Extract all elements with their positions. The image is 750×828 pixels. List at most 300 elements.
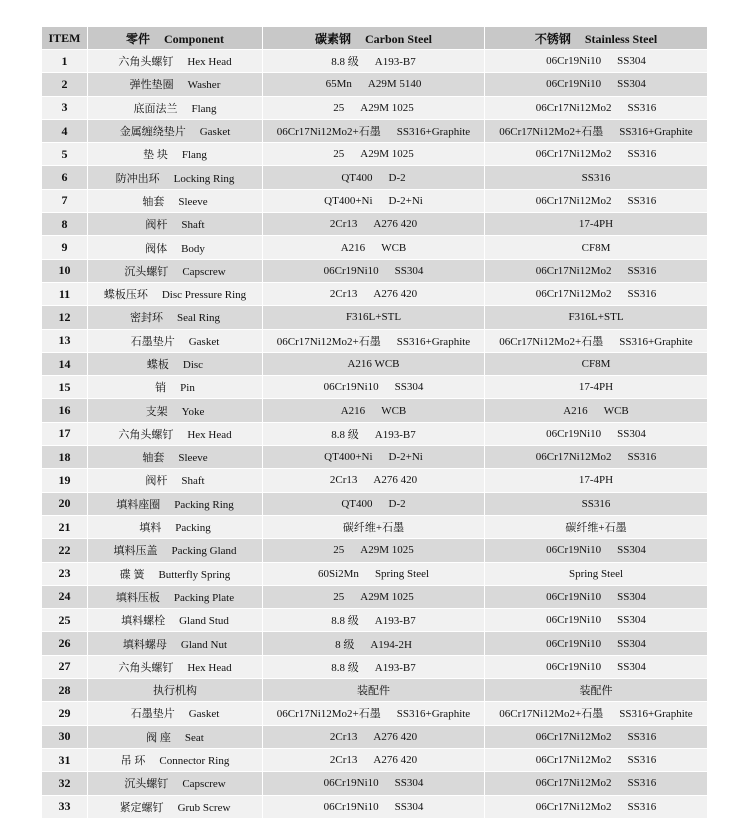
stainless-steel-value: 06Cr19Ni10 — [546, 427, 602, 440]
table-row — [42, 143, 708, 165]
carbon-steel-cell — [263, 213, 485, 235]
stainless-steel-value: 06Cr17Ni12Mo2+石墨 — [499, 708, 604, 721]
component-cn-name: 阀 座 — [146, 731, 171, 744]
carbon-steel-value: D-2+Ni — [388, 194, 423, 207]
item-number: 19 — [42, 469, 88, 491]
stainless-steel-value: SS316 — [627, 101, 657, 114]
stainless-steel-cell — [485, 702, 708, 724]
carbon-steel-value: A29M 5140 — [367, 78, 422, 91]
stainless-steel-value: SS316 — [581, 497, 611, 510]
carbon-steel-cell — [263, 399, 485, 421]
stainless-steel-value: 06Cr17Ni12Mo2 — [535, 754, 612, 767]
item-number: 15 — [42, 376, 88, 398]
stainless-steel-cell — [485, 586, 708, 608]
carbon-steel-value: 8.8 级 — [331, 56, 359, 69]
item-number: 8 — [42, 213, 88, 235]
stainless-steel-value: SS304 — [617, 55, 646, 68]
stainless-steel-value: SS304 — [617, 590, 646, 603]
carbon-steel-cell — [263, 283, 485, 305]
component-cell — [88, 726, 263, 748]
carbon-steel-value: SS304 — [394, 381, 424, 394]
carbon-steel-value: A216 WCB — [347, 358, 400, 370]
table-row — [42, 656, 708, 678]
component-en-name: Gland Stud — [179, 615, 229, 628]
item-number: 5 — [42, 143, 88, 165]
table-row — [42, 120, 708, 142]
table-row — [42, 702, 708, 724]
component-cell — [88, 260, 263, 282]
stainless-steel-value: 06Cr19Ni10 — [546, 637, 602, 650]
carbon-steel-value: F316L+STL — [345, 311, 402, 324]
component-cell — [88, 50, 263, 72]
stainless-steel-cell — [485, 772, 708, 794]
carbon-steel-cell — [263, 726, 485, 748]
carbon-steel-value: 25 — [333, 148, 345, 161]
carbon-steel-value: A193-B7 — [374, 661, 416, 674]
carbon-steel-value: SS304 — [394, 800, 424, 813]
component-cn-name: 填料螺母 — [122, 638, 167, 651]
item-number: 22 — [42, 539, 88, 561]
stainless-steel-value: SS304 — [617, 614, 646, 627]
component-cell — [88, 399, 263, 421]
component-cn-name: 吊 环 — [120, 755, 146, 768]
component-en-name: Connector Ring — [159, 755, 230, 768]
component-cn-name: 碟 簧 — [119, 568, 145, 581]
stainless-steel-cell — [485, 283, 708, 305]
carbon-steel-value: QT400+Ni — [324, 451, 373, 464]
stainless-steel-cell — [485, 493, 708, 515]
component-cell — [88, 283, 263, 305]
item-number: 21 — [42, 516, 88, 538]
carbon-steel-value: SS316+Graphite — [396, 126, 471, 139]
stainless-steel-cell — [485, 656, 708, 678]
carbon-steel-cell — [263, 353, 485, 375]
carbon-steel-value: A216 — [340, 241, 366, 254]
stainless-steel-value: 06Cr19Ni10 — [546, 78, 602, 91]
component-cell — [88, 330, 263, 352]
table-row — [42, 539, 708, 561]
component-cn-name: 沉头螺钉 — [124, 778, 169, 791]
table-row — [42, 609, 708, 631]
item-number: 18 — [42, 446, 88, 468]
stainless-steel-value: Spring Steel — [568, 567, 624, 580]
item-number: 17 — [42, 423, 88, 445]
table-row — [42, 260, 708, 282]
carbon-steel-cell — [263, 796, 485, 818]
carbon-steel-value: A276 420 — [373, 754, 418, 767]
component-en-name: Packing Gland — [171, 545, 237, 558]
item-number: 9 — [42, 236, 88, 258]
stainless-steel-value: SS316+Graphite — [619, 126, 693, 139]
component-cell — [88, 609, 263, 631]
stainless-steel-cell — [485, 539, 708, 561]
carbon-steel-cell — [263, 469, 485, 491]
carbon-steel-value: A29M 1025 — [360, 101, 414, 114]
table-row — [42, 772, 708, 794]
stainless-steel-value: SS304 — [617, 427, 646, 440]
stainless-steel-cell — [485, 50, 708, 72]
carbon-steel-value: 06Cr19Ni10 — [323, 777, 379, 790]
stainless-steel-value: SS304 — [617, 637, 646, 650]
carbon-steel-cell — [263, 446, 485, 468]
component-cell — [88, 306, 263, 328]
stainless-steel-value: 17-4PH — [578, 218, 614, 231]
carbon-steel-cell — [263, 236, 485, 258]
stainless-steel-cell — [485, 796, 708, 818]
table-row — [42, 50, 708, 72]
component-cn-name: 填料压盖 — [113, 545, 158, 558]
carbon-steel-cell — [263, 376, 485, 398]
stainless-steel-value: 06Cr19Ni10 — [546, 660, 602, 673]
component-en-name: Hex Head — [187, 56, 232, 69]
item-number: 28 — [42, 679, 88, 701]
component-en-name: Gland Nut — [180, 638, 228, 651]
component-en-name: Gasket — [199, 126, 231, 139]
stainless-steel-value: 06Cr17Ni12Mo2 — [535, 101, 612, 114]
component-cn-name: 轴套 — [142, 195, 165, 208]
carbon-steel-cell — [263, 143, 485, 165]
item-number: 32 — [42, 772, 88, 794]
stainless-steel-cell — [485, 609, 708, 631]
stainless-steel-value: SS316+Graphite — [619, 335, 693, 348]
stainless-steel-value: 06Cr17Ni12Mo2 — [535, 264, 612, 277]
stainless-steel-cell — [485, 563, 708, 585]
component-en-name: Sleeve — [178, 195, 208, 208]
carbon-steel-cell — [263, 423, 485, 445]
carbon-steel-value: D-2 — [388, 497, 406, 510]
stainless-steel-cell — [485, 97, 708, 119]
stainless-steel-value: SS316 — [627, 754, 657, 767]
stainless-steel-cell — [485, 679, 708, 701]
item-number: 31 — [42, 749, 88, 771]
component-en-name: Packing Plate — [173, 591, 235, 604]
carbon-steel-value: 06Cr17Ni12Mo2+石墨 — [276, 126, 381, 139]
component-cell — [88, 656, 263, 678]
item-number: 27 — [42, 656, 88, 678]
carbon-steel-value: 碳纤维+石墨 — [342, 522, 405, 535]
table-row — [42, 353, 708, 375]
stainless-steel-value: 06Cr19Ni10 — [546, 544, 602, 557]
item-number: 12 — [42, 306, 88, 328]
carbon-steel-value: 8.8 级 — [331, 661, 359, 674]
stainless-steel-value: SS316 — [627, 777, 657, 790]
table-row — [42, 679, 708, 701]
component-en-name: Washer — [187, 79, 221, 92]
stainless-steel-value: 06Cr17Ni12Mo2 — [535, 730, 612, 743]
stainless-steel-value: SS316 — [627, 194, 657, 207]
carbon-steel-value: A216 — [340, 404, 366, 417]
component-cell — [88, 120, 263, 142]
stainless-steel-value: 06Cr17Ni12Mo2+石墨 — [499, 126, 604, 139]
component-cell — [88, 423, 263, 445]
table-row — [42, 726, 708, 748]
component-cell — [88, 166, 263, 188]
item-number: 29 — [42, 702, 88, 724]
component-cn-name: 防冲出环 — [115, 172, 160, 185]
component-cell — [88, 143, 263, 165]
stainless-steel-value: 06Cr17Ni12Mo2 — [535, 194, 612, 207]
carbon-steel-value: 2Cr13 — [329, 474, 358, 487]
component-cell — [88, 563, 263, 585]
component-en-name: Pin — [180, 382, 195, 395]
component-cell — [88, 469, 263, 491]
component-cell — [88, 772, 263, 794]
carbon-steel-value: 06Cr19Ni10 — [323, 800, 379, 813]
component-cn-name: 金属缠绕垫片 — [119, 126, 186, 139]
component-en-name: Disc — [182, 359, 204, 371]
table-body — [42, 50, 708, 818]
stainless-steel-cell — [485, 446, 708, 468]
stainless-steel-cell — [485, 166, 708, 188]
carbon-steel-cell — [263, 166, 485, 188]
stainless-steel-cell — [485, 306, 708, 328]
item-number: 6 — [42, 166, 88, 188]
component-cell — [88, 73, 263, 95]
component-cell — [88, 190, 263, 212]
item-number: 7 — [42, 190, 88, 212]
carbon-steel-value: A194-2H — [370, 638, 412, 651]
component-cn-name: 执行机构 — [153, 685, 197, 698]
table-row — [42, 469, 708, 491]
carbon-steel-value: 8.8 级 — [331, 428, 359, 441]
stainless-steel-cell — [485, 376, 708, 398]
carbon-steel-value: 8.8 级 — [331, 615, 359, 628]
item-number: 13 — [42, 330, 88, 352]
component-cell — [88, 749, 263, 771]
table-row — [42, 632, 708, 654]
item-number: 1 — [42, 50, 88, 72]
component-cn-name: 石墨垫片 — [130, 335, 175, 348]
carbon-steel-cell — [263, 586, 485, 608]
item-number: 24 — [42, 586, 88, 608]
carbon-steel-cell — [263, 749, 485, 771]
carbon-steel-cell — [263, 656, 485, 678]
carbon-steel-value: A276 420 — [373, 288, 418, 301]
item-number: 2 — [42, 73, 88, 95]
component-cell — [88, 353, 263, 375]
carbon-steel-value: QT400 — [341, 171, 373, 184]
header-component: 零件 Component — [88, 27, 263, 49]
component-cell — [88, 446, 263, 468]
carbon-steel-cell — [263, 563, 485, 585]
component-cell — [88, 493, 263, 515]
component-cn-name: 蝶板压环 — [103, 289, 148, 302]
item-number: 14 — [42, 353, 88, 375]
component-cn-name: 石墨垫片 — [130, 708, 175, 721]
carbon-steel-value: A276 420 — [373, 218, 418, 231]
carbon-steel-value: 25 — [333, 101, 345, 114]
stainless-steel-value: SS304 — [617, 660, 646, 673]
table-row — [42, 586, 708, 608]
stainless-steel-cell — [485, 749, 708, 771]
table-row — [42, 190, 708, 212]
component-cell — [88, 376, 263, 398]
stainless-steel-cell — [485, 516, 708, 538]
carbon-steel-value: A193-B7 — [374, 56, 416, 69]
stainless-steel-cell — [485, 73, 708, 95]
stainless-steel-cell — [485, 399, 708, 421]
stainless-steel-value: SS316 — [581, 171, 611, 184]
carbon-steel-value: Spring Steel — [374, 567, 430, 580]
stainless-steel-value: SS316 — [627, 264, 657, 277]
carbon-steel-value: SS304 — [394, 777, 424, 790]
carbon-steel-cell — [263, 50, 485, 72]
table-row — [42, 399, 708, 421]
table-row — [42, 236, 708, 258]
carbon-steel-cell — [263, 679, 485, 701]
carbon-steel-value: A193-B7 — [374, 615, 416, 628]
component-cn-name: 填料压板 — [115, 591, 160, 604]
stainless-steel-value: SS316 — [627, 800, 657, 813]
stainless-steel-value: SS304 — [617, 78, 646, 91]
stainless-steel-value: A216 — [563, 404, 588, 417]
component-cell — [88, 796, 263, 818]
table-row — [42, 493, 708, 515]
table-row — [42, 213, 708, 235]
component-en-name: Flang — [191, 102, 217, 115]
carbon-steel-cell — [263, 632, 485, 654]
component-cn-name: 阀体 — [145, 242, 168, 255]
component-cn-name: 阀杆 — [145, 475, 168, 488]
table-row — [42, 796, 708, 818]
stainless-steel-value: 碳纤维+石墨 — [565, 522, 627, 535]
component-cn-name: 蝶板 — [146, 359, 169, 371]
carbon-steel-value: 06Cr17Ni12Mo2+石墨 — [276, 335, 381, 348]
component-cn-name: 阀杆 — [145, 219, 168, 232]
materials-table — [42, 26, 708, 819]
carbon-steel-value: QT400+Ni — [324, 194, 373, 207]
stainless-steel-value: 06Cr17Ni12Mo2 — [535, 800, 612, 813]
carbon-steel-value: 06Cr19Ni10 — [323, 264, 379, 277]
carbon-steel-value: A276 420 — [373, 730, 418, 743]
carbon-steel-value: 06Cr17Ni12Mo2+石墨 — [276, 708, 381, 721]
stainless-steel-cell — [485, 330, 708, 352]
component-cn-name: 轴套 — [142, 452, 165, 465]
table-row — [42, 749, 708, 771]
stainless-steel-value: 06Cr17Ni12Mo2 — [535, 148, 612, 161]
component-en-name: Flang — [181, 149, 207, 162]
carbon-steel-value: 25 — [333, 544, 345, 557]
table-row — [42, 376, 708, 398]
header-carbon-steel: 碳素钢 Carbon Steel — [263, 27, 485, 49]
carbon-steel-cell — [263, 772, 485, 794]
component-cn-name: 沉头螺钉 — [124, 265, 169, 278]
component-cell — [88, 586, 263, 608]
carbon-steel-value: QT400 — [341, 497, 373, 510]
component-cn-name: 六角头螺钉 — [118, 56, 174, 69]
item-number: 33 — [42, 796, 88, 818]
carbon-steel-value: WCB — [381, 241, 407, 254]
stainless-steel-value: 06Cr19Ni10 — [546, 55, 602, 68]
stainless-steel-value: 06Cr19Ni10 — [546, 614, 602, 627]
carbon-steel-value: SS316+Graphite — [396, 335, 471, 348]
component-en-name: Packing — [175, 522, 211, 535]
stainless-steel-value: 17-4PH — [578, 381, 614, 394]
table-row — [42, 563, 708, 585]
stainless-steel-value: SS316+Graphite — [619, 708, 693, 721]
component-cn-name: 填料 — [139, 522, 162, 535]
carbon-steel-value: 8 级 — [335, 638, 355, 651]
carbon-steel-cell — [263, 330, 485, 352]
component-cn-name: 填料螺栓 — [121, 615, 166, 628]
component-en-name: Sleeve — [178, 452, 208, 465]
stainless-steel-value: CF8M — [581, 358, 611, 370]
component-en-name: Seal Ring — [176, 312, 221, 325]
component-cell — [88, 213, 263, 235]
stainless-steel-value: F316L+STL — [568, 311, 624, 324]
stainless-steel-value: SS316 — [627, 451, 657, 464]
stainless-steel-value: 06Cr17Ni12Mo2 — [535, 777, 612, 790]
component-cn-name: 密封环 — [129, 312, 163, 325]
table-row — [42, 330, 708, 352]
carbon-steel-value: 2Cr13 — [329, 754, 358, 767]
stainless-steel-cell — [485, 423, 708, 445]
carbon-steel-value: 2Cr13 — [329, 288, 358, 301]
component-cell — [88, 539, 263, 561]
component-en-name: Grub Screw — [177, 801, 231, 814]
item-number: 3 — [42, 97, 88, 119]
component-cell — [88, 516, 263, 538]
item-number: 11 — [42, 283, 88, 305]
item-number: 26 — [42, 632, 88, 654]
carbon-steel-cell — [263, 609, 485, 631]
carbon-steel-cell — [263, 539, 485, 561]
carbon-steel-cell — [263, 97, 485, 119]
stainless-steel-cell — [485, 143, 708, 165]
table-row — [42, 73, 708, 95]
carbon-steel-value: A193-B7 — [374, 428, 416, 441]
carbon-steel-cell — [263, 190, 485, 212]
stainless-steel-value: 06Cr17Ni12Mo2+石墨 — [499, 335, 604, 348]
carbon-steel-value: 2Cr13 — [329, 218, 358, 231]
stainless-steel-value: 06Cr17Ni12Mo2 — [535, 288, 612, 301]
stainless-steel-value: CF8M — [581, 241, 611, 254]
carbon-steel-value: A276 420 — [373, 474, 418, 487]
header-stainless-steel: 不锈钢 Stainless Steel — [485, 27, 708, 49]
carbon-steel-value: 60Si2Mn — [317, 567, 359, 580]
carbon-steel-cell — [263, 260, 485, 282]
component-cn-name: 弹性垫圈 — [129, 79, 174, 92]
component-cn-name: 底面法兰 — [133, 102, 178, 115]
component-en-name: Hex Head — [187, 428, 232, 441]
table-row — [42, 516, 708, 538]
component-en-name: Gasket — [188, 335, 220, 348]
item-number: 16 — [42, 399, 88, 421]
stainless-steel-value: SS316 — [627, 148, 657, 161]
stainless-steel-value: SS304 — [617, 544, 646, 557]
table-header-row — [42, 27, 708, 49]
carbon-steel-value: A29M 1025 — [360, 590, 414, 603]
stainless-steel-cell — [485, 260, 708, 282]
item-number: 23 — [42, 563, 88, 585]
carbon-steel-value: 06Cr19Ni10 — [323, 381, 379, 394]
header-item: ITEM — [42, 27, 88, 49]
stainless-steel-cell — [485, 353, 708, 375]
stainless-steel-cell — [485, 469, 708, 491]
component-cell — [88, 702, 263, 724]
carbon-steel-cell — [263, 702, 485, 724]
carbon-steel-cell — [263, 516, 485, 538]
stainless-steel-value: SS316 — [627, 730, 657, 743]
item-number: 4 — [42, 120, 88, 142]
stainless-steel-value: 装配件 — [579, 685, 613, 698]
materials-table-container — [42, 26, 708, 819]
item-number: 10 — [42, 260, 88, 282]
carbon-steel-cell — [263, 306, 485, 328]
component-en-name: Capscrew — [182, 265, 226, 278]
component-cn-name: 紧定螺钉 — [119, 801, 164, 814]
component-en-name: Shaft — [181, 219, 205, 232]
